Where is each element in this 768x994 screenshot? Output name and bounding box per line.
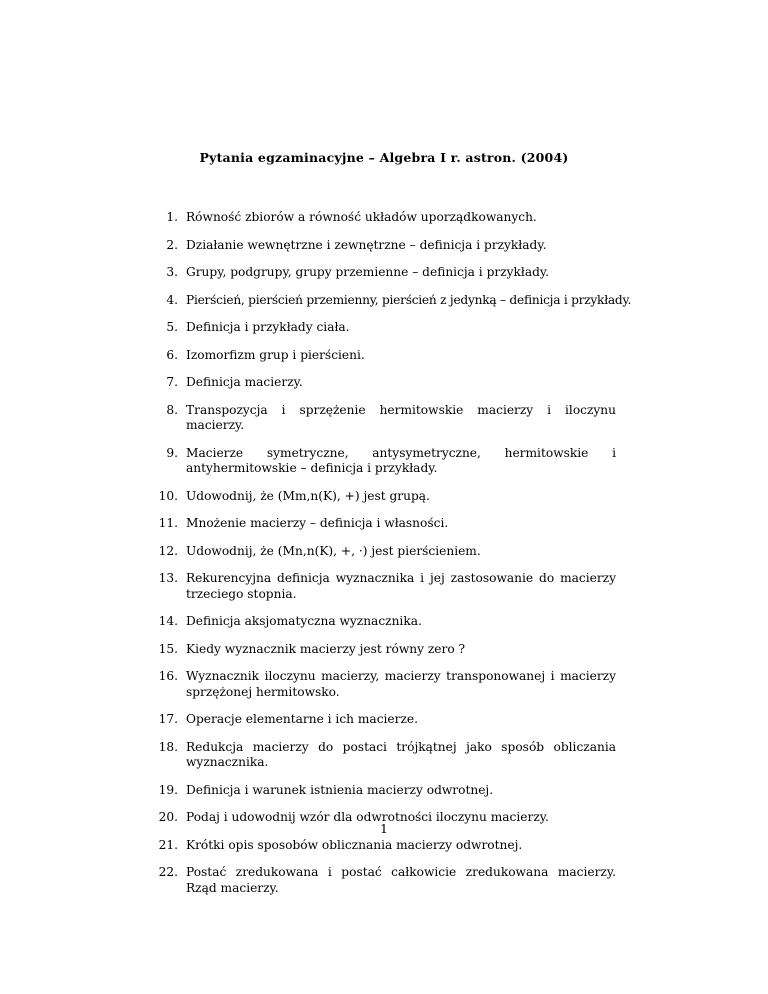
question-number: 4. bbox=[166, 292, 178, 307]
list-item bbox=[0, 669, 768, 700]
question-number: 3. bbox=[166, 265, 178, 279]
list-item bbox=[0, 838, 768, 854]
question-number: 9. bbox=[166, 445, 178, 460]
question-text: Mnożenie macierzy – definicja i własności. bbox=[186, 516, 449, 530]
question-text: Definicja aksjomatyczna wyznacznika. bbox=[186, 614, 422, 628]
question-text: Redukcja macierzy do postaci trójkątnej jako sposób obliczania wyznacznika. bbox=[186, 739, 616, 769]
list-item bbox=[0, 375, 768, 391]
question-number: 11. bbox=[158, 516, 178, 530]
question-number: 6. bbox=[166, 347, 178, 362]
list-item bbox=[0, 614, 768, 630]
list-item bbox=[0, 516, 768, 532]
question-text: Postać zredukowana i postać całkowicie zredukowana macierzy. Rząd macierzy. bbox=[186, 865, 616, 895]
question-text: Grupy, podgrupy, grupy przemienne – definicja i przykłady. bbox=[186, 265, 550, 279]
question-text: Definicja i warunek istnienia macierzy odwrotnej. bbox=[186, 782, 494, 797]
question-number: 5. bbox=[166, 320, 178, 334]
question-text: Operacje elementarne i ich macierze. bbox=[186, 712, 418, 726]
question-number: 17. bbox=[158, 712, 178, 726]
question-number: 10. bbox=[158, 488, 178, 503]
list-item bbox=[0, 293, 768, 309]
list-item bbox=[0, 571, 768, 602]
question-number: 1. bbox=[166, 210, 178, 224]
question-text: Definicja i przykłady ciała. bbox=[186, 320, 350, 334]
question-text: Udowodnij, że (Mn,n(K), +, ·) jest pierścieniem. bbox=[186, 543, 481, 558]
list-item bbox=[0, 740, 768, 771]
question-text: Działanie wewnętrzne i zewnętrzne – definicja i przykłady. bbox=[186, 237, 547, 252]
question-number: 7. bbox=[166, 375, 178, 389]
question-number: 22. bbox=[158, 865, 178, 879]
question-text: Macierze symetryczne, antysymetryczne, hermitowskie i antyhermitowskie – definicja i przykłady. bbox=[186, 445, 616, 475]
question-number: 12. bbox=[158, 543, 178, 558]
question-text: Krótki opis sposobów oblicznania macierzy odwrotnej. bbox=[186, 837, 523, 852]
question-number: 18. bbox=[158, 739, 178, 754]
list-item bbox=[0, 544, 768, 560]
question-text: Wyznacznik iloczynu macierzy, macierzy transponowanej i macierzy sprzężonej hermitowsko. bbox=[186, 669, 616, 699]
question-text: Transpozycja i sprzężenie hermitowskie macierzy i iloczynu macierzy. bbox=[186, 402, 616, 432]
list-item bbox=[0, 320, 768, 336]
question-number: 16. bbox=[158, 669, 178, 683]
list-item bbox=[0, 403, 768, 434]
question-text: Podaj i udowodnij wzór dla odwrotności iloczynu macierzy. bbox=[186, 810, 549, 824]
question-number: 20. bbox=[158, 810, 178, 824]
question-text: Rekurencyjna definicja wyznacznika i jej zastosowanie do macierzy trzeciego stopnia. bbox=[186, 571, 616, 601]
question-number: 13. bbox=[158, 571, 178, 585]
question-text: Izomorfizm grup i pierścieni. bbox=[186, 347, 365, 362]
list-item bbox=[0, 210, 768, 226]
list-item bbox=[0, 865, 768, 896]
question-number: 14. bbox=[158, 614, 178, 628]
question-text: Kiedy wyznacznik macierzy jest równy zero ? bbox=[186, 641, 466, 656]
list-item bbox=[0, 348, 768, 364]
list-item bbox=[0, 265, 768, 281]
list-item bbox=[0, 446, 768, 477]
question-text: Równość zbiorów a równość układów uporządkowanych. bbox=[186, 210, 537, 224]
question-text: Udowodnij, że (Mm,n(K), +) jest grupą. bbox=[186, 488, 430, 503]
question-number: 8. bbox=[166, 402, 178, 417]
question-number: 15. bbox=[158, 641, 178, 656]
question-number: 2. bbox=[166, 237, 178, 252]
list-item bbox=[0, 642, 768, 658]
question-number: 19. bbox=[158, 782, 178, 797]
list-item bbox=[0, 489, 768, 505]
list-item bbox=[0, 712, 768, 728]
document-title: Pytania egzaminacyjne – Algebra I r. astron. (2004) bbox=[199, 150, 569, 165]
list-item bbox=[0, 783, 768, 799]
question-text: Definicja macierzy. bbox=[186, 375, 303, 389]
question-text: Pierścień, pierścień przemienny, pierścień z jedynką – definicja i przykłady. bbox=[186, 292, 632, 307]
question-number: 21. bbox=[158, 837, 178, 852]
page-number: 1 bbox=[380, 821, 388, 836]
list-item bbox=[0, 238, 768, 254]
question-list bbox=[0, 210, 768, 896]
